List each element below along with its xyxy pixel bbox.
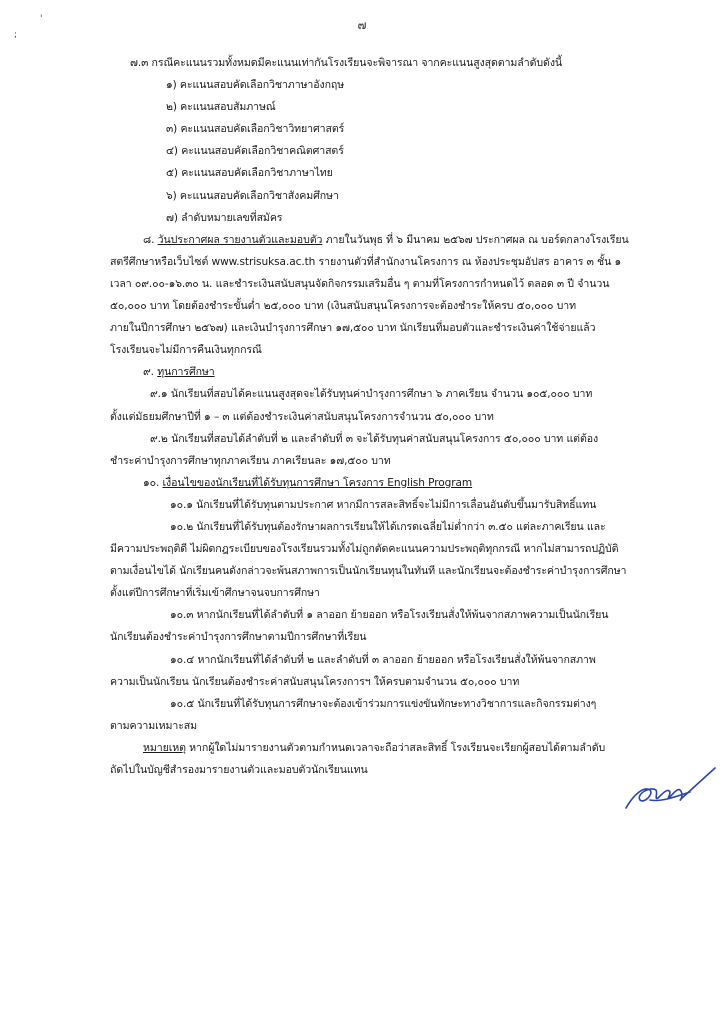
signature-image xyxy=(620,764,720,814)
section-8-number: ๘. xyxy=(143,233,155,246)
section-10-5-line: ตามความเหมาะสม xyxy=(110,719,198,732)
section-10-2-line: ตามเงื่อนไขได้ นักเรียนคนดังกล่าวจะพ้นสภาพการเป็นนักเรียนทุนในทันที และนักเรียนจะต้องชำระค่าบำรุงการศึกษา xyxy=(110,565,627,578)
section-10-2-line: ๑๐.๒ นักเรียนที่ได้รับทุนต้องรักษาผลการเรียนให้ได้เกรดเฉลี่ยไม่ต่ำกว่า ๓.๕๐ แต่ละภาคเรียน และ xyxy=(170,520,606,533)
page-number: ๗ xyxy=(357,18,367,32)
section-8-line: โรงเรียนจะไม่มีการคืนเงินทุกกรณี xyxy=(110,344,262,357)
section-9-1-line: ๙.๑ นักเรียนที่สอบได้คะแนนสูงสุดจะได้รับทุนค่าบำรุงการศึกษา ๖ ภาคเรียน จำนวน ๑๐๕,๐๐๐ บาท xyxy=(150,388,593,401)
criteria-item: ๗) ลำดับหมายเลขที่สมัคร xyxy=(166,211,283,224)
section-10-3-line: นักเรียนต้องชำระค่าบำรุงการศึกษาตามปีการศึกษาที่เรียน xyxy=(110,631,367,644)
section-9-2-line: ๙.๒ นักเรียนที่สอบได้ลำดับที่ ๒ และลำดับที่ ๓ จะได้รับทุนค่าสนับสนุนโครงการ ๕๐,๐๐๐ บาท แต่ต้อง xyxy=(150,432,599,445)
criteria-item: ๑) คะแนนสอบคัดเลือกวิชาภาษาอังกฤษ xyxy=(166,79,345,92)
section-9-heading: ทุนการศึกษา xyxy=(157,366,215,379)
criteria-item: ๔) คะแนนสอบคัดเลือกวิชาคณิตศาสตร์ xyxy=(166,145,344,158)
criteria-item: ๒) คะแนนสอบสัมภาษณ์ xyxy=(166,101,276,114)
section-8-heading: วันประกาศผล รายงานตัวและมอบตัว xyxy=(157,233,323,246)
remark-line: ถัดไปในบัญชีสำรองมารายงานตัวและมอบตัวนักเรียนแทน xyxy=(110,764,368,776)
section-10-2-line: มีความประพฤติดี ไม่ผิดกฎระเบียบของโรงเรียนรวมทั้งไม่ถูกตัดคะแนนความประพฤติทุกกรณี หากไม่สามารถปฏิบัติ xyxy=(110,543,619,556)
section-10-heading-line xyxy=(110,472,640,494)
section-7-3-intro: ๗.๓ กรณีคะแนนรวมทั้งหมดมีคะแนนเท่ากันโรงเรียนจะพิจารณา จากคะแนนสูงสุดตามลำดับดังนี้ xyxy=(130,57,563,69)
remark-heading: หมายเหตุ xyxy=(143,741,186,754)
corner-mark-1: ' xyxy=(40,14,43,24)
section-8-line: สตรีศึกษาหรือเว็บไซต์ www.strisuksa.ac.th รายงานตัวที่สำนักงานโครงการ ณ ห้องประชุมอัปสร อาคาร ๓ ชั้น ๑ xyxy=(110,255,622,268)
section-10-3-line: ๑๐.๓ หากนักเรียนที่ได้ลำดับที่ ๑ ลาออก ย้ายออก หรือโรงเรียนสั่งให้พ้นจากสภาพความเป็นนักเรียน xyxy=(170,609,609,622)
section-10-2-line: ตั้งแต่ปีการศึกษาที่เริ่มเข้าศึกษาจนจบการศึกษา xyxy=(110,587,320,600)
signature-stroke xyxy=(626,768,715,808)
section-10-4-line: ความเป็นนักเรียน นักเรียนต้องชำระค่าสนับสนุนโครงการฯ ให้ครบตามจำนวน ๕๐,๐๐๐ บาท xyxy=(110,675,520,688)
section-8-line: เวลา ๐๙.๐๐-๑๖.๓๐ น. และชำระเงินสนับสนุนจัดกิจกรรมเสริมอื่น ๆ ตามที่โครงการกำหนดไว้ ตลอด ๓ ปี จำนวน xyxy=(110,277,610,290)
document-body xyxy=(110,52,640,781)
remark-line xyxy=(110,737,640,759)
section-8-line: ๕๐,๐๐๐ บาท โดยต้องชำระขั้นต่ำ ๒๕,๐๐๐ บาท (เงินสนับสนุนโครงการจะต้องชำระให้ครบ ๕๐,๐๐๐ บาท xyxy=(110,300,576,313)
section-8-text: ภายในวันพุธ ที่ ๖ มีนาคม ๒๕๖๗ ประกาศผล ณ บอร์ดกลางโรงเรียน xyxy=(322,233,629,246)
section-10-5-line: ๑๐.๕ นักเรียนที่ได้รับทุนการศึกษาจะต้องเข้าร่วมการแข่งขันทักษะทางวิชาการและกิจกรรมต่างๆ xyxy=(170,697,597,710)
section-9-2-line: ชำระค่าบำรุงการศึกษาทุกภาคเรียน ภาคเรียนละ ๑๗,๕๐๐ บาท xyxy=(110,454,391,467)
criteria-item: ๖) คะแนนสอบคัดเลือกวิชาสังคมศึกษา xyxy=(166,189,339,202)
section-8-line: ภายในปีการศึกษา ๒๕๖๗) และเงินบำรุงการศึกษา ๑๗,๕๐๐ บาท นักเรียนที่มอบตัวและชำระเงินค่าใช้จ่ายแล้ว xyxy=(110,322,596,335)
section-10-4-line: ๑๐.๔ หากนักเรียนที่ได้ลำดับที่ ๒ และลำดับที่ ๓ ลาออก ย้ายออก หรือโรงเรียนสั่งให้พ้นจากสภาพ xyxy=(170,653,596,666)
section-10-1-line: ๑๐.๑ นักเรียนที่ได้รับทุนตามประกาศ หากมีการสละสิทธิ์จะไม่มีการเลื่อนอันดับขึ้นมารับสิทธิ์แทน xyxy=(170,498,597,511)
section-10-number: ๑๐. xyxy=(143,476,163,489)
corner-mark-2: ; xyxy=(14,30,18,40)
section-9-number: ๙. xyxy=(143,366,158,379)
section-9-1-line: ตั้งแต่มัธยมศึกษาปีที่ ๑ – ๓ แต่ต้องชำระเงินค่าสนับสนุนโครงการจำนวน ๕๐,๐๐๐ บาท xyxy=(110,410,494,423)
criteria-item: ๓) คะแนนสอบคัดเลือกวิชาวิทยาศาสตร์ xyxy=(166,123,345,136)
criteria-item: ๕) คะแนนสอบคัดเลือกวิชาภาษาไทย xyxy=(166,167,333,180)
section-9-heading-line xyxy=(110,361,640,383)
section-10-heading: เงื่อนไขของนักเรียนที่ได้รับทุนการศึกษา โครงการ English Program xyxy=(162,476,473,489)
remark-text: หากผู้ใดไม่มารายงานตัวตามกำหนดเวลาจะถือว่าสละสิทธิ์ โรงเรียนจะเรียกผู้สอบได้ตามลำดับ xyxy=(185,741,606,754)
section-8-line xyxy=(110,229,640,251)
